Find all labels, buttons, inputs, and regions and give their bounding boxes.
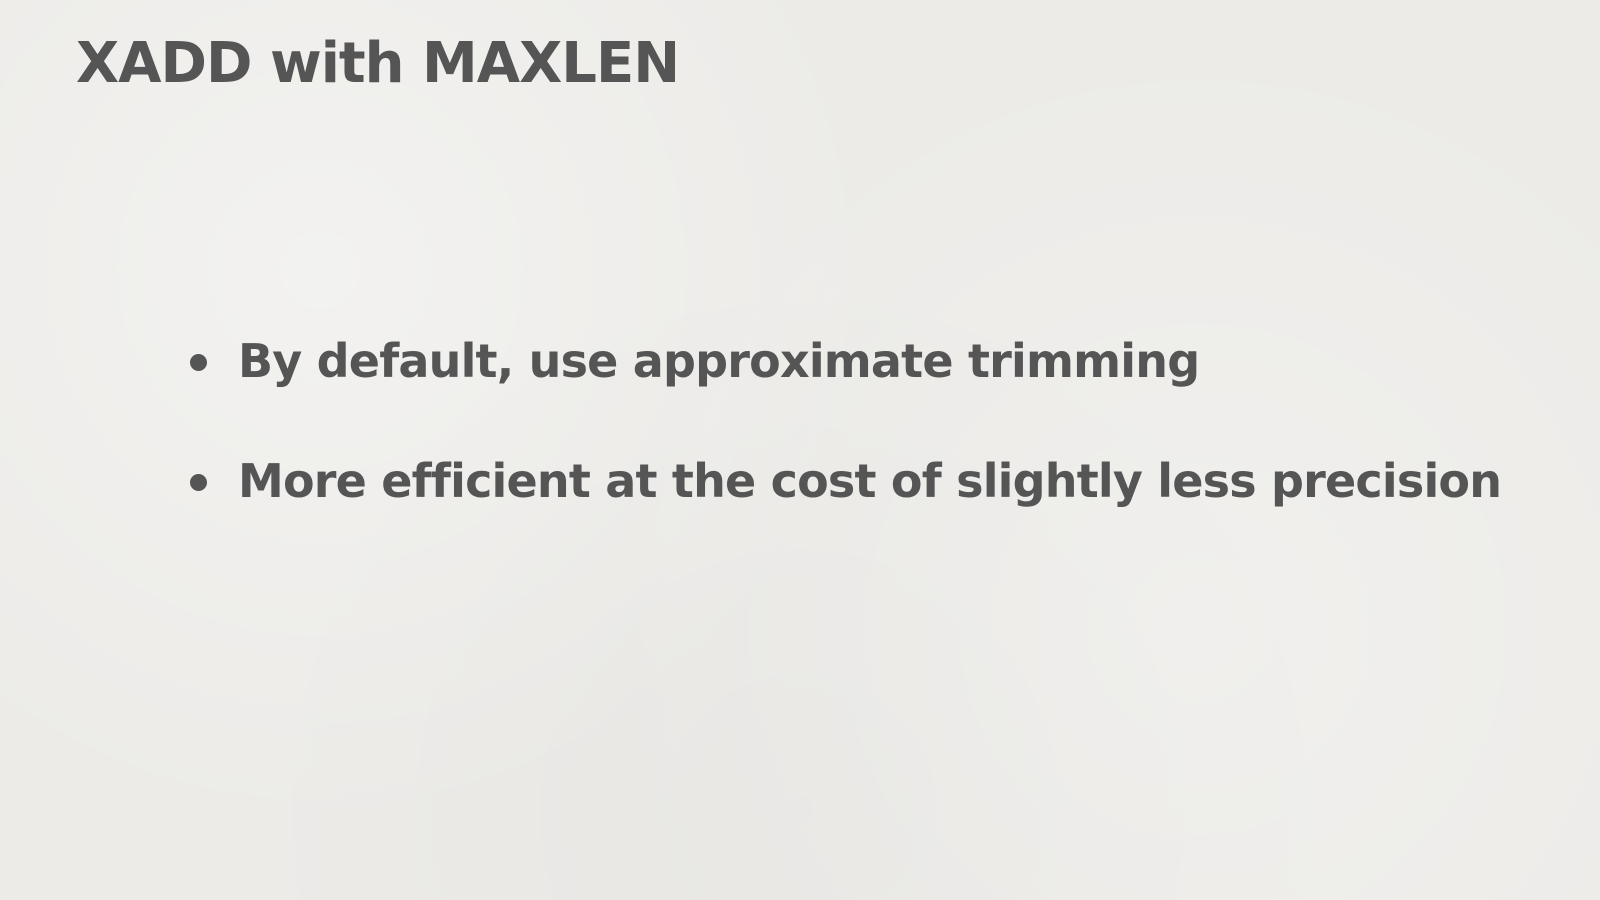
slide-title: XADD with MAXLEN <box>76 31 680 96</box>
bullet-list <box>190 330 1501 570</box>
bullet-item <box>190 330 1501 394</box>
bullet-text: By default, use approximate trimming <box>238 334 1200 389</box>
bullet-dot-icon <box>190 474 207 491</box>
bullet-item <box>190 450 1501 514</box>
bullet-dot-icon <box>190 354 207 371</box>
bullet-text: More efficient at the cost of slightly less precision <box>238 454 1502 509</box>
